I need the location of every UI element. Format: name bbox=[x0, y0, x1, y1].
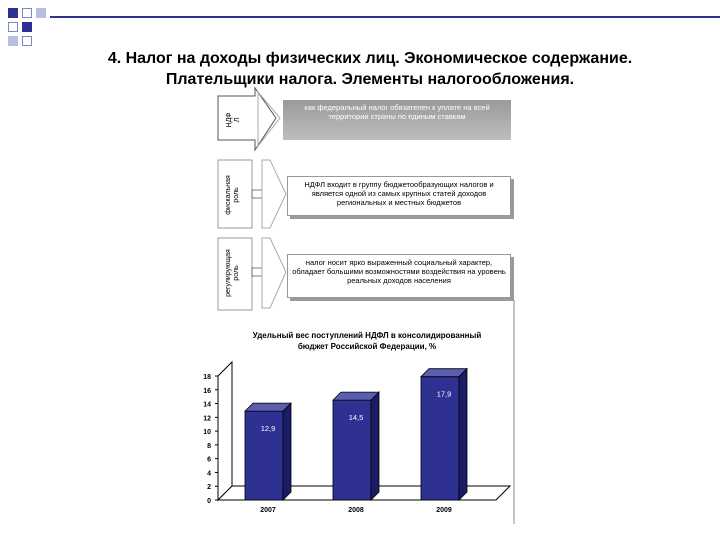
chart-side-wall bbox=[218, 362, 232, 500]
y-tick-label: 8 bbox=[207, 442, 211, 450]
bar-value-label: 17,9 bbox=[436, 389, 452, 399]
row-label-ndfl: НДФ Л bbox=[226, 112, 241, 128]
diagram-box-3: налог носит ярко выраженный социальный характер, обладает большими возможностями воздействия на уровень реальных доходов населения bbox=[287, 254, 511, 298]
y-tick-label: 6 bbox=[207, 456, 211, 464]
chart-title: Удельный вес поступлений НДФЛ в консолидированный бюджет Российской Федерации, % bbox=[252, 331, 482, 351]
bar-value-label: 12,9 bbox=[260, 424, 276, 434]
diagram-box-1: как федеральный налог обязателен к уплате на всей территории страны по единым ставкам bbox=[283, 100, 511, 140]
diagram-box-2: НДФЛ входит в группу бюджетообразующих налогов и является одной из самых крупных статей доходов региональных и местных бюджетов bbox=[287, 176, 511, 216]
y-tick-label: 16 bbox=[203, 387, 211, 395]
row-label-fiscal: фискальная роль bbox=[225, 175, 240, 215]
bar-side bbox=[283, 403, 291, 500]
bar-value-label: 14,5 bbox=[348, 413, 364, 423]
y-tick-label: 18 bbox=[203, 374, 211, 381]
bar-side bbox=[459, 369, 467, 500]
y-tick-label: 14 bbox=[203, 401, 211, 409]
row-label-regulating: регулирующая роль bbox=[225, 249, 240, 297]
y-tick-label: 4 bbox=[207, 470, 211, 478]
y-tick-label: 12 bbox=[203, 415, 211, 423]
y-tick-label: 2 bbox=[207, 484, 211, 492]
slide-title: 4. Налог на доходы физических лиц. Экономическое содержание. Плательщики налога. Элементы налогообложения. bbox=[107, 50, 633, 88]
bar-side bbox=[371, 392, 379, 500]
x-tick-label: 2007 bbox=[260, 507, 276, 514]
x-tick-label: 2009 bbox=[436, 507, 452, 514]
y-tick-label: 10 bbox=[203, 429, 211, 437]
y-tick-label: 0 bbox=[207, 498, 211, 505]
x-tick-label: 2008 bbox=[348, 507, 364, 514]
